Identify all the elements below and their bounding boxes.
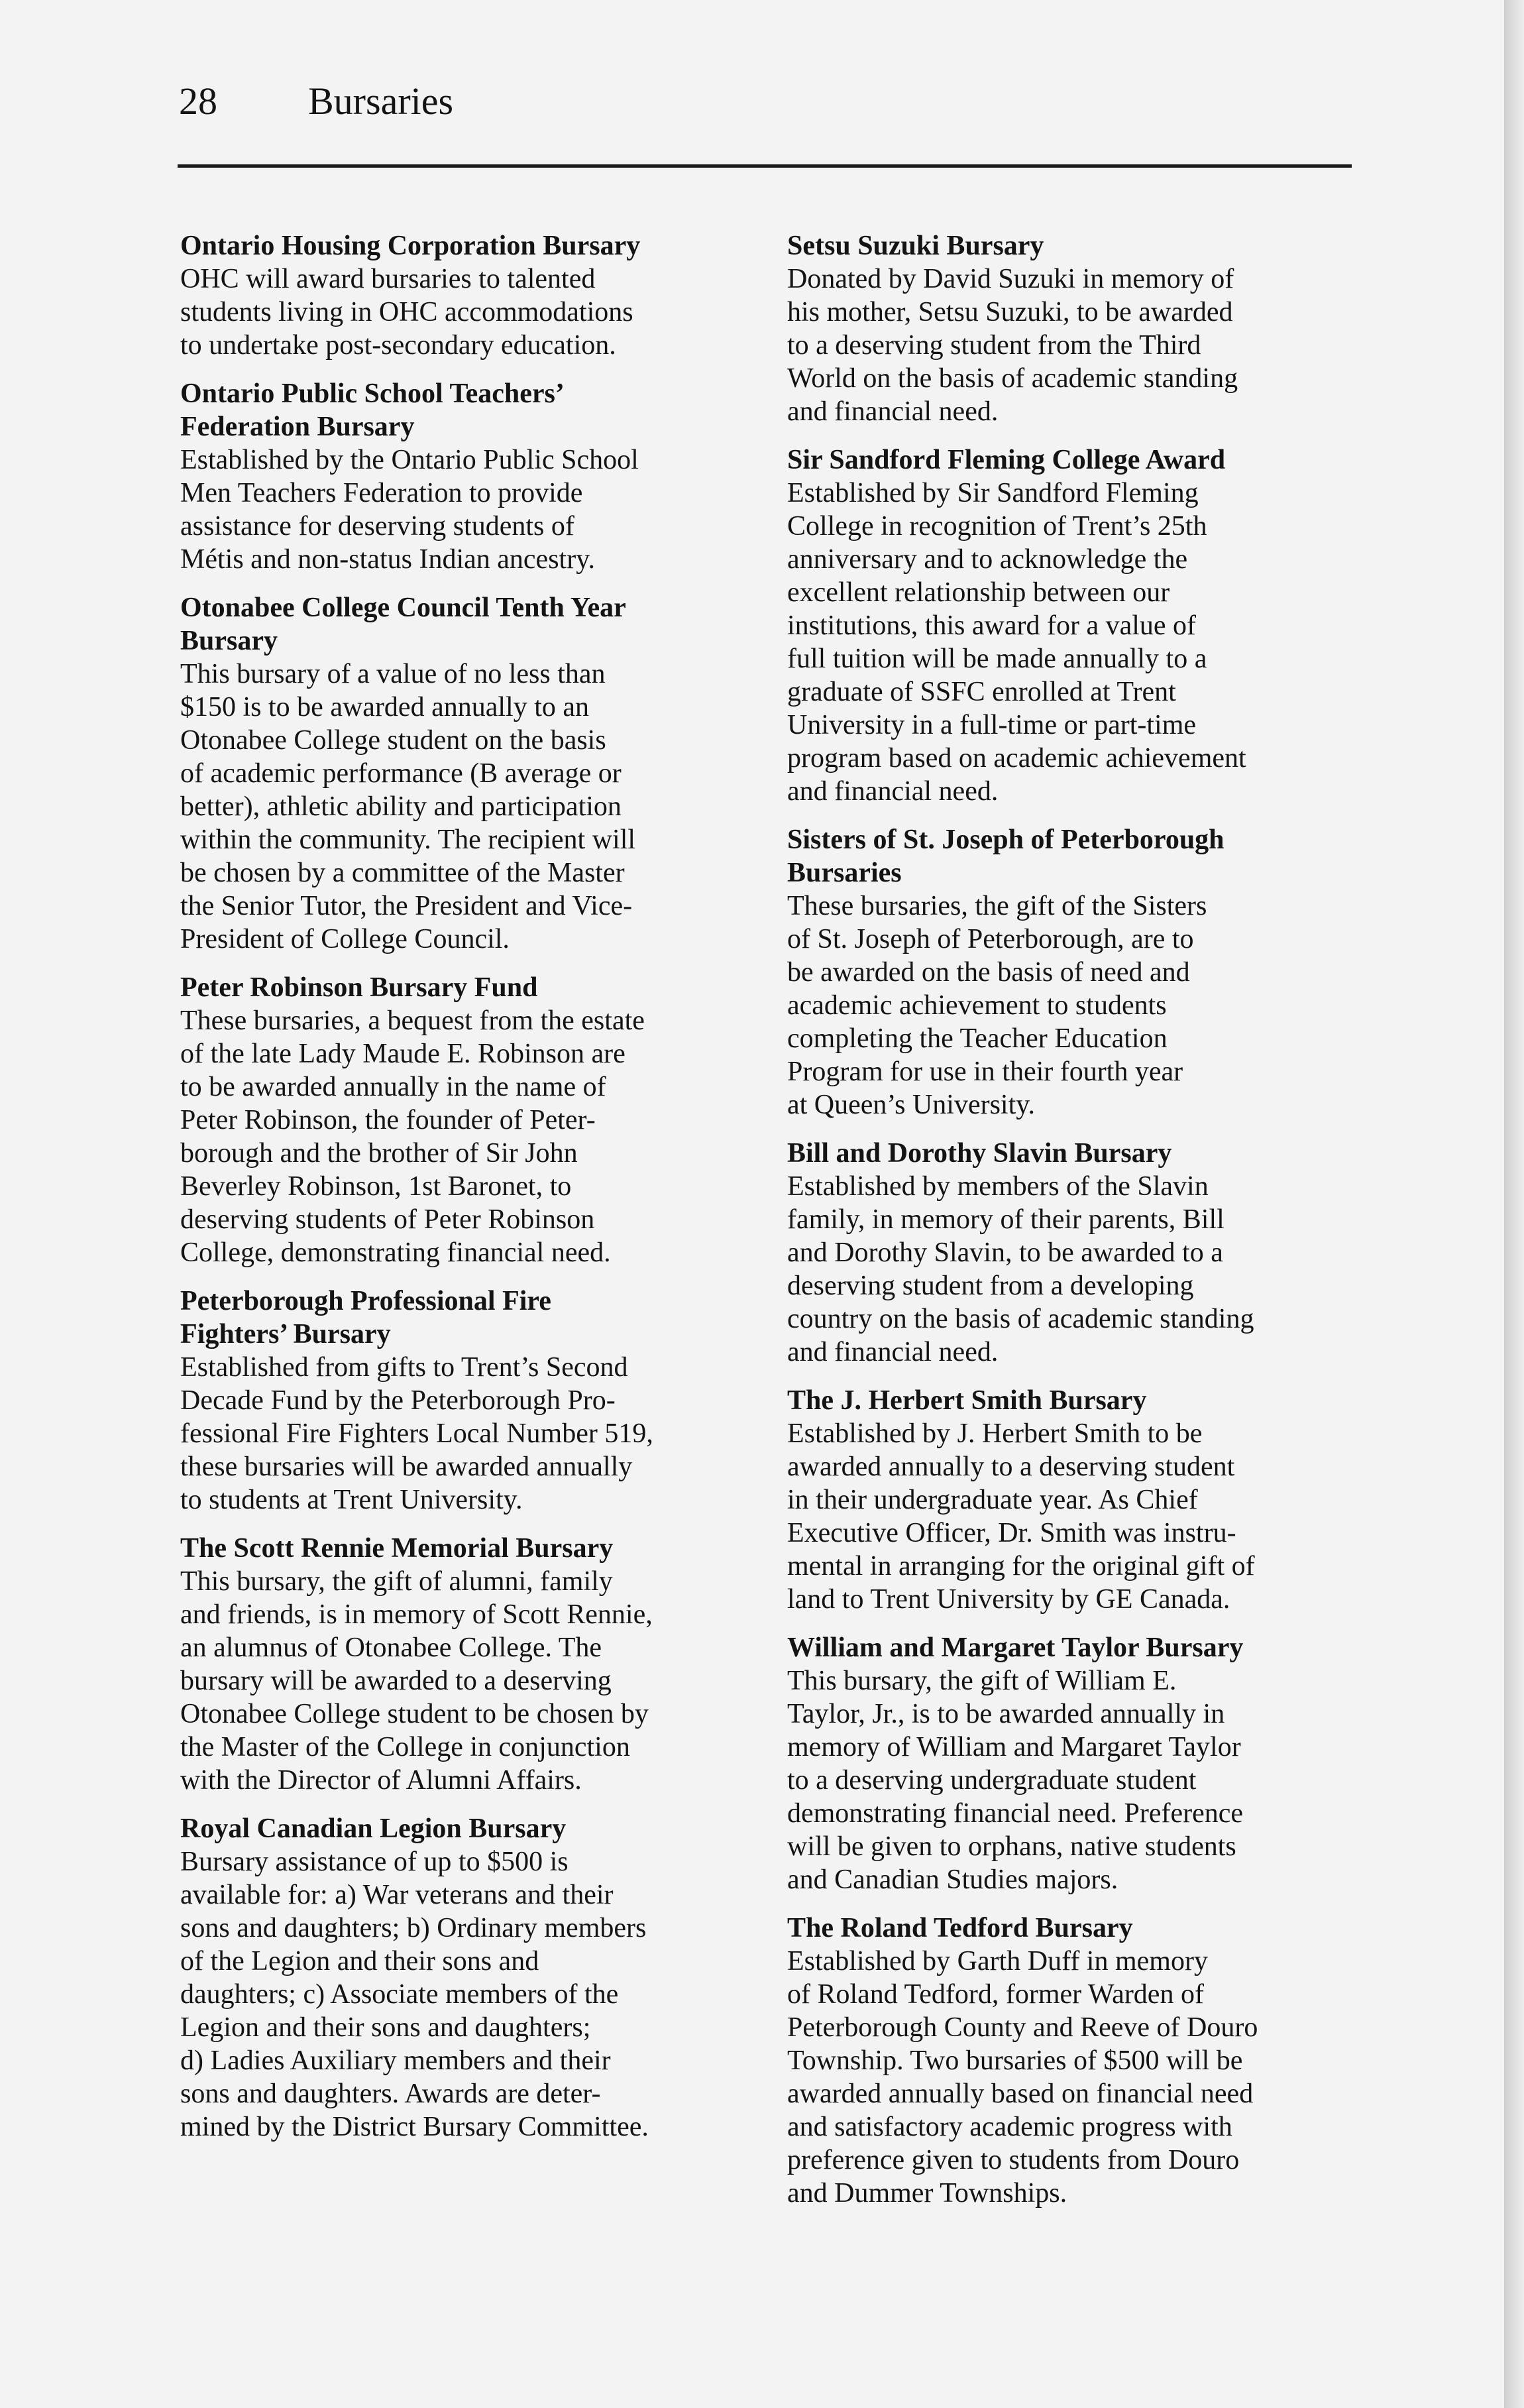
page-header — [179, 78, 453, 125]
bursary-entry — [180, 229, 750, 362]
bursary-description: Bursary assistance of up to $500 is available for: a) War veterans and their sons and daughters; b) Ordinary members of the Legion and their sons and daughters; c) Associate members of the Legion and their sons and daughters; d) Ladies Auxiliary members and their sons and daughters. Awards are deter- mined by the District Bursary Committee. — [180, 1847, 649, 2142]
bursary-title: The Scott Rennie Memorial Bursary — [180, 1533, 614, 1564]
bursary-description: Established by J. Herbert Smith to be awarded annually to a deserving student in their undergraduate year. As Chief Executive Officer, Dr. Smith was instru- mental in arranging for the original gift of land to Trent University by GE Canada. — [787, 1418, 1255, 1615]
bursary-entry — [180, 1285, 750, 1517]
bursary-entry — [787, 229, 1357, 428]
bursary-title: Bill and Dorothy Slavin Bursary — [787, 1138, 1172, 1169]
bursary-title: Ontario Public School Teachers’ Federation Bursary — [180, 378, 565, 442]
bursary-description: Established by Garth Duff in memory of Roland Tedford, former Warden of Peterborough County and Reeve of Douro Township. Two bursaries of $500 will be awarded annually based on financial need and satisfactory academic progress with preference given to students from Douro and Dummer Townships. — [787, 1946, 1258, 2208]
right-column — [787, 229, 1357, 2225]
bursary-title: Peterborough Professional Fire Fighters’ Bursary — [180, 1286, 551, 1349]
bursary-entry — [787, 1137, 1357, 1369]
bursary-entry — [787, 1912, 1357, 2210]
bursary-title: The J. Herbert Smith Bursary — [787, 1385, 1147, 1416]
bursary-entry — [787, 823, 1357, 1121]
bursary-description: These bursaries, the gift of the Sisters of St. Joseph of Peterborough, are to be awarded on the basis of need and academic achievement to students completing the Teacher Education Program for use in their fourth year at Queen’s University. — [787, 891, 1207, 1120]
bursary-description: OHC will award bursaries to talented students living in OHC accommodations to undertake post-secondary education. — [180, 264, 633, 361]
bursary-entry — [180, 591, 750, 956]
bursary-title: Royal Canadian Legion Bursary — [180, 1813, 567, 1844]
bursary-entry — [787, 1384, 1357, 1616]
bursary-description: Donated by David Suzuki in memory of his mother, Setsu Suzuki, to be awarded to a deserving student from the Third World on the basis of academic standing and financial need. — [787, 264, 1238, 427]
bursary-description: Established from gifts to Trent’s Second Decade Fund by the Peterborough Pro- fessional Fire Fighters Local Number 519, these bursaries will be awarded annually to students at Trent University. — [180, 1352, 653, 1515]
bursary-entry — [180, 1532, 750, 1797]
bursary-entry — [180, 971, 750, 1269]
bursary-entry — [787, 1631, 1357, 1896]
bursary-title: William and Margaret Taylor Bursary — [787, 1633, 1244, 1663]
bursary-description: Established by Sir Sandford Fleming College in recognition of Trent’s 25th anniversary and to acknowledge the excellent relationship between our institutions, this award for a value of full tuition will be made annually to a graduate of SSFC enrolled at Trent University in a full-time or part-time program based on academic achievement and financial need. — [787, 478, 1246, 807]
bursary-entry — [787, 443, 1357, 808]
bursary-description: Established by the Ontario Public School Men Teachers Federation to provide assistance for deserving students of Métis and non-status Indian ancestry. — [180, 445, 639, 575]
bursary-title: Otonabee College Council Tenth Year Bursary — [180, 593, 626, 656]
bursary-title: Setsu Suzuki Bursary — [787, 231, 1044, 261]
section-title: Bursaries — [308, 80, 454, 123]
bursary-description: This bursary, the gift of alumni, family and friends, is in memory of Scott Rennie, an alumnus of Otonabee College. The bursary will be awarded to a deserving Otonabee College student to be chosen by the Master of the College in conjunction with the Director of Alumni Affairs. — [180, 1566, 653, 1796]
bursary-description: This bursary, the gift of William E. Taylor, Jr., is to be awarded annually in memory of William and Margaret Taylor to a deserving undergraduate student demonstrating financial need. Preference will be given to orphans, native students and Canadian Studies majors. — [787, 1666, 1244, 1895]
bursary-title: Ontario Housing Corporation Bursary — [180, 231, 641, 261]
left-column — [180, 229, 750, 2159]
bursary-description: Established by members of the Slavin family, in memory of their parents, Bill and Dorothy Slavin, to be awarded to a deserving student from a developing country on the basis of academic standing and financial need. — [787, 1171, 1254, 1367]
page-number: 28 — [179, 80, 217, 123]
header-rule — [178, 164, 1352, 168]
bursary-title: Sisters of St. Joseph of Peterborough Bursaries — [787, 825, 1225, 888]
bursary-entry — [180, 377, 750, 576]
bursary-description: These bursaries, a bequest from the estate of the late Lady Maude E. Robinson are to be awarded annually in the name of Peter Robinson, the founder of Peter- borough and the brother of Sir John Beverley Robinson, 1st Baronet, to deserving students of Peter Robinson College, demonstrating financial need. — [180, 1005, 645, 1268]
bursary-title: Sir Sandford Fleming College Award — [787, 445, 1226, 475]
page-edge-shadow — [1504, 0, 1524, 2408]
bursary-description: This bursary of a value of no less than $150 is to be awarded annually to an Otonabee College student on the basis of academic performance (B average or better), athletic ability and participation within the community. The recipient will be chosen by a committee of the Master the Senior Tutor, the President and Vice- President of College Council. — [180, 659, 636, 954]
bursary-entry — [180, 1812, 750, 2144]
bursary-title: The Roland Tedford Bursary — [787, 1913, 1133, 1943]
bursary-title: Peter Robinson Bursary Fund — [180, 972, 538, 1003]
